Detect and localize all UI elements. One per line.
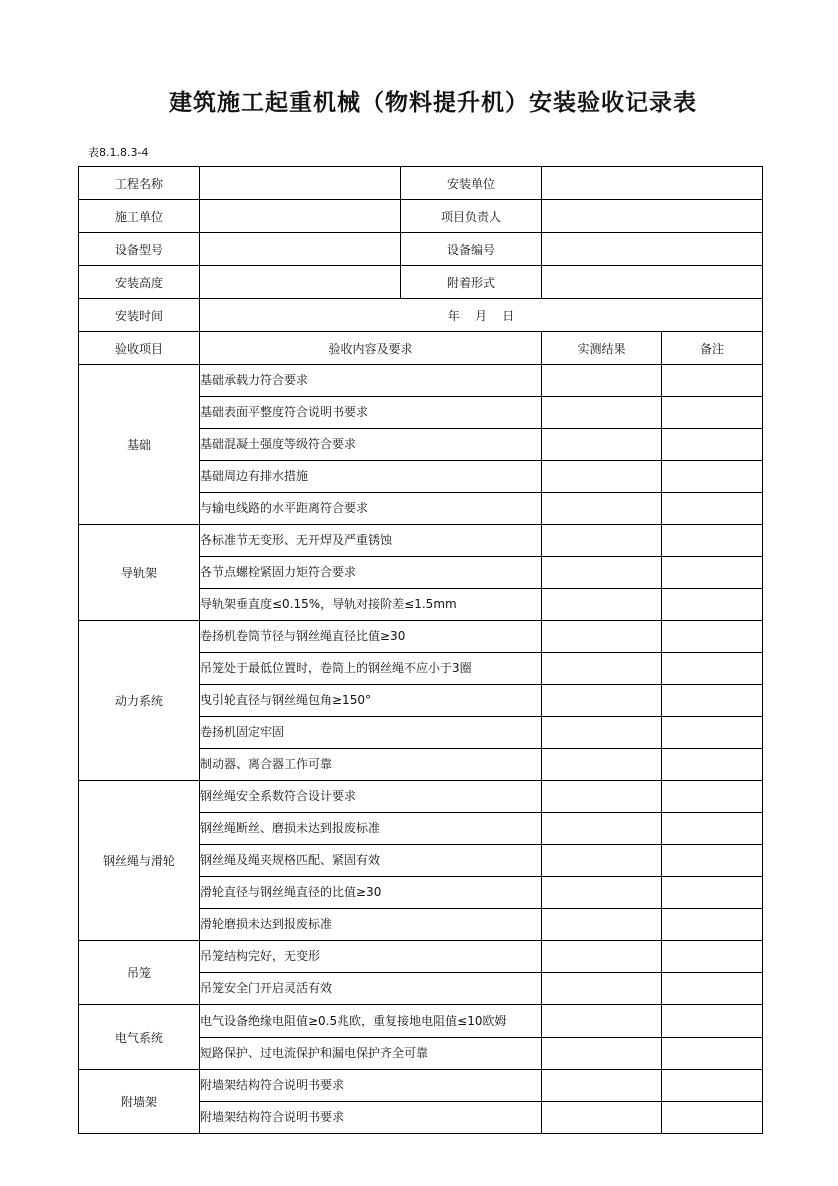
result-cell[interactable] bbox=[542, 845, 662, 877]
requirement-text: 曳引轮直径与钢丝绳包角≥150° bbox=[200, 685, 542, 717]
requirement-text: 钢丝绳断丝、磨损未达到报废标准 bbox=[200, 813, 542, 845]
result-cell[interactable] bbox=[542, 941, 662, 973]
section-name: 附墙架 bbox=[79, 1070, 200, 1134]
table-row bbox=[79, 365, 763, 397]
result-cell[interactable] bbox=[542, 397, 662, 429]
install-height-field[interactable] bbox=[200, 266, 401, 299]
result-cell[interactable] bbox=[542, 973, 662, 1005]
section-name: 基础 bbox=[79, 365, 200, 525]
requirement-text: 导轨架垂直度≤0.15%，导轨对接阶差≤1.5mm bbox=[200, 589, 542, 621]
remark-cell[interactable] bbox=[662, 653, 763, 685]
result-cell[interactable] bbox=[542, 365, 662, 397]
equipment-number-label: 设备编号 bbox=[401, 233, 542, 266]
header-row-project bbox=[79, 167, 763, 200]
table-row bbox=[79, 1005, 763, 1038]
header-row-time bbox=[79, 299, 763, 332]
remark-cell[interactable] bbox=[662, 365, 763, 397]
project-manager-label: 项目负责人 bbox=[401, 200, 542, 233]
remark-cell[interactable] bbox=[662, 845, 763, 877]
requirement-text: 基础承载力符合要求 bbox=[200, 365, 542, 397]
remark-cell[interactable] bbox=[662, 1005, 763, 1038]
result-cell[interactable] bbox=[542, 1070, 662, 1102]
requirement-text: 制动器、离合器工作可靠 bbox=[200, 749, 542, 781]
project-name-label: 工程名称 bbox=[79, 167, 200, 200]
result-cell[interactable] bbox=[542, 557, 662, 589]
requirement-text: 各节点螺栓紧固力矩符合要求 bbox=[200, 557, 542, 589]
column-header-content: 验收内容及要求 bbox=[200, 332, 542, 365]
result-cell[interactable] bbox=[542, 525, 662, 557]
project-name-field[interactable] bbox=[200, 167, 401, 200]
remark-cell[interactable] bbox=[662, 781, 763, 813]
install-unit-label: 安装单位 bbox=[401, 167, 542, 200]
section-name: 钢丝绳与滑轮 bbox=[79, 781, 200, 941]
section-name: 电气系统 bbox=[79, 1005, 200, 1070]
result-cell[interactable] bbox=[542, 813, 662, 845]
document-title: 建筑施工起重机械（物料提升机）安装验收记录表 bbox=[169, 90, 697, 116]
install-time-field[interactable]: 年 月 日 bbox=[200, 299, 763, 332]
attachment-form-label: 附着形式 bbox=[401, 266, 542, 299]
result-cell[interactable] bbox=[542, 429, 662, 461]
attachment-form-field[interactable] bbox=[542, 266, 763, 299]
result-cell[interactable] bbox=[542, 621, 662, 653]
column-header-item: 验收项目 bbox=[79, 332, 200, 365]
requirement-text: 卷扬机卷筒节径与钢丝绳直径比值≥30 bbox=[200, 621, 542, 653]
result-cell[interactable] bbox=[542, 1102, 662, 1134]
result-cell[interactable] bbox=[542, 877, 662, 909]
install-height-label: 安装高度 bbox=[79, 266, 200, 299]
remark-cell[interactable] bbox=[662, 397, 763, 429]
result-cell[interactable] bbox=[542, 1005, 662, 1038]
requirement-text: 与输电线路的水平距离符合要求 bbox=[200, 493, 542, 525]
remark-cell[interactable] bbox=[662, 941, 763, 973]
remark-cell[interactable] bbox=[662, 1102, 763, 1134]
requirement-text: 电气设备绝缘电阻值≥0.5兆欧，重复接地电阻值≤10欧姆 bbox=[200, 1005, 542, 1038]
inspection-table bbox=[78, 166, 763, 1134]
requirement-text: 吊笼处于最低位置时，卷筒上的钢丝绳不应小于3圈 bbox=[200, 653, 542, 685]
remark-cell[interactable] bbox=[662, 1038, 763, 1070]
result-cell[interactable] bbox=[542, 589, 662, 621]
requirement-text: 附墙架结构符合说明书要求 bbox=[200, 1102, 542, 1134]
result-cell[interactable] bbox=[542, 781, 662, 813]
remark-cell[interactable] bbox=[662, 429, 763, 461]
requirement-text: 卷扬机固定牢固 bbox=[200, 717, 542, 749]
table-row bbox=[79, 781, 763, 813]
install-time-label: 安装时间 bbox=[79, 299, 200, 332]
remark-cell[interactable] bbox=[662, 493, 763, 525]
result-cell[interactable] bbox=[542, 493, 662, 525]
result-cell[interactable] bbox=[542, 1038, 662, 1070]
header-row-height bbox=[79, 266, 763, 299]
requirement-text: 钢丝绳安全系数符合设计要求 bbox=[200, 781, 542, 813]
requirement-text: 基础周边有排水措施 bbox=[200, 461, 542, 493]
requirement-text: 滑轮直径与钢丝绳直径的比值≥30 bbox=[200, 877, 542, 909]
table-row bbox=[79, 525, 763, 557]
remark-cell[interactable] bbox=[662, 525, 763, 557]
requirement-text: 吊笼结构完好，无变形 bbox=[200, 941, 542, 973]
equipment-number-field[interactable] bbox=[542, 233, 763, 266]
requirement-text: 基础混凝土强度等级符合要求 bbox=[200, 429, 542, 461]
section-name: 导轨架 bbox=[79, 525, 200, 621]
project-manager-field[interactable] bbox=[542, 200, 763, 233]
section-name: 吊笼 bbox=[79, 941, 200, 1005]
table-row bbox=[79, 1070, 763, 1102]
remark-cell[interactable] bbox=[662, 909, 763, 941]
remark-cell[interactable] bbox=[662, 1070, 763, 1102]
result-cell[interactable] bbox=[542, 461, 662, 493]
section-name: 动力系统 bbox=[79, 621, 200, 781]
column-header-result: 实测结果 bbox=[542, 332, 662, 365]
requirement-text: 滑轮磨损未达到报废标准 bbox=[200, 909, 542, 941]
remark-cell[interactable] bbox=[662, 589, 763, 621]
result-cell[interactable] bbox=[542, 717, 662, 749]
remark-cell[interactable] bbox=[662, 685, 763, 717]
remark-cell[interactable] bbox=[662, 461, 763, 493]
result-cell[interactable] bbox=[542, 749, 662, 781]
remark-cell[interactable] bbox=[662, 621, 763, 653]
column-header-row bbox=[79, 332, 763, 365]
remark-cell[interactable] bbox=[662, 877, 763, 909]
construction-unit-label: 施工单位 bbox=[79, 200, 200, 233]
table-row bbox=[79, 621, 763, 653]
result-cell[interactable] bbox=[542, 685, 662, 717]
install-unit-field[interactable] bbox=[542, 167, 763, 200]
construction-unit-field[interactable] bbox=[200, 200, 401, 233]
requirement-text: 附墙架结构符合说明书要求 bbox=[200, 1070, 542, 1102]
header-row-construction bbox=[79, 200, 763, 233]
form-code: 表8.1.8.3-4 bbox=[88, 146, 149, 159]
result-cell[interactable] bbox=[542, 653, 662, 685]
requirement-text: 各标准节无变形、无开焊及严重锈蚀 bbox=[200, 525, 542, 557]
remark-cell[interactable] bbox=[662, 749, 763, 781]
remark-cell[interactable] bbox=[662, 973, 763, 1005]
remark-cell[interactable] bbox=[662, 813, 763, 845]
column-header-remark: 备注 bbox=[662, 332, 763, 365]
requirement-text: 短路保护、过电流保护和漏电保护齐全可靠 bbox=[200, 1038, 542, 1070]
requirement-text: 吊笼安全门开启灵活有效 bbox=[200, 973, 542, 1005]
remark-cell[interactable] bbox=[662, 557, 763, 589]
result-cell[interactable] bbox=[542, 909, 662, 941]
remark-cell[interactable] bbox=[662, 717, 763, 749]
requirement-text: 基础表面平整度符合说明书要求 bbox=[200, 397, 542, 429]
equipment-model-label: 设备型号 bbox=[79, 233, 200, 266]
requirement-text: 钢丝绳及绳夹规格匹配、紧固有效 bbox=[200, 845, 542, 877]
equipment-model-field[interactable] bbox=[200, 233, 401, 266]
header-row-equipment bbox=[79, 233, 763, 266]
table-row bbox=[79, 941, 763, 973]
